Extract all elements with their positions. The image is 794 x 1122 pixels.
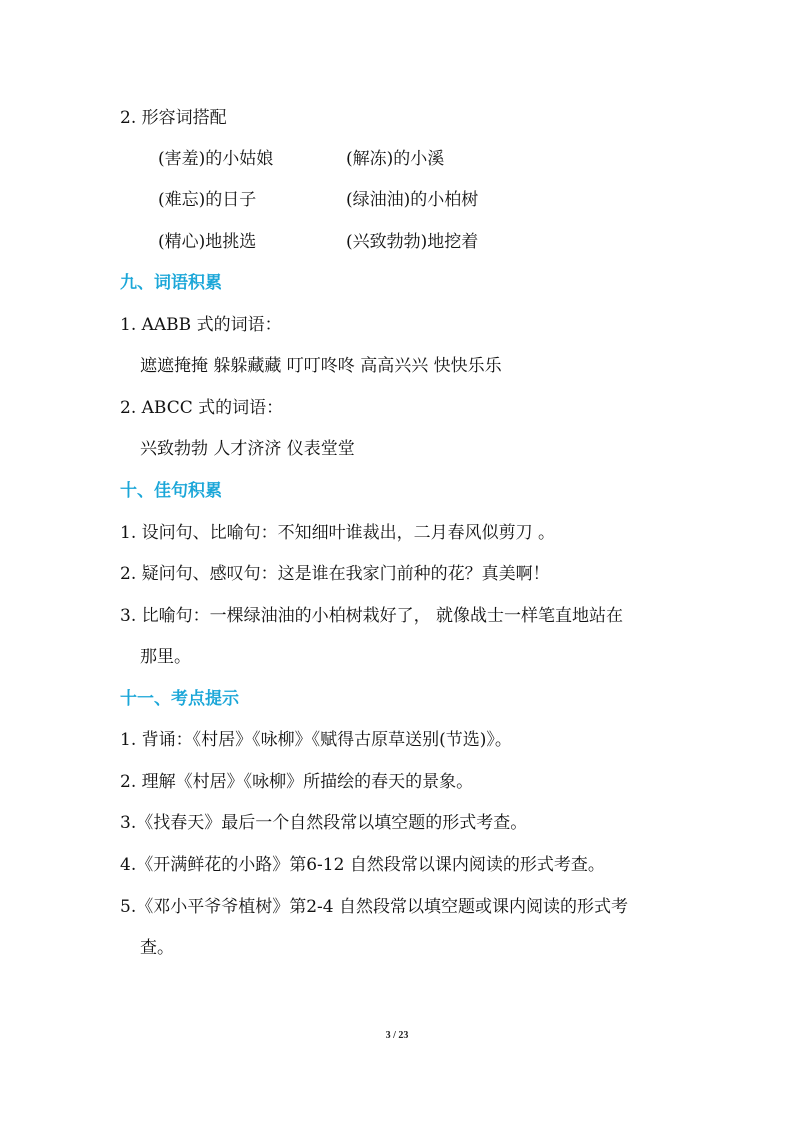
section-11-item-5: 5.《邓小平爷爷植树》第2-4 自然段常以填空题或课内阅读的形式考 [120, 897, 628, 917]
section-2-title: 2. 形容词搭配 [120, 108, 227, 128]
section-9-item-1-label: 1. AABB 式的词语： [120, 315, 282, 335]
section-9-heading: 九、词语积累 [120, 273, 222, 293]
section-10-item-3: 3. 比喻句：一棵绿油油的小柏树栽好了， 就像战士一样笔直地站在 [120, 606, 624, 626]
pair-1-left: (害羞)的小姑娘 [158, 149, 274, 169]
pair-2-left: (难忘)的日子 [158, 190, 257, 210]
page-number: 3 / 23 [385, 1030, 409, 1041]
section-11-item-4: 4.《开满鲜花的小路》第6-12 自然段常以课内阅读的形式考查。 [120, 855, 605, 875]
pair-3-left: (精心)地挑选 [158, 232, 257, 252]
section-10-item-2: 2. 疑问句、感叹句：这是谁在我家门前种的花？真美啊！ [120, 564, 550, 584]
section-9-item-2-words: 兴致勃勃 人才济济 仪表堂堂 [140, 439, 355, 459]
section-10-item-3-continued: 那里。 [140, 647, 191, 667]
pair-1-right: (解冻)的小溪 [346, 149, 445, 169]
pair-2-right: (绿油油)的小柏树 [346, 190, 479, 210]
section-11-item-2: 2. 理解《村居》《咏柳》所描绘的春天的景象。 [120, 772, 474, 792]
section-10-item-1: 1. 设问句、比喻句：不知细叶谁裁出，二月春风似剪刀 。 [120, 523, 556, 543]
section-9-item-2-label: 2. ABCC 式的词语： [120, 398, 284, 418]
section-10-heading: 十、佳句积累 [120, 481, 222, 501]
section-11-item-3: 3.《找春天》最后一个自然段常以填空题的形式考查。 [120, 813, 528, 833]
section-11-item-5-continued: 查。 [140, 938, 174, 958]
section-11-item-1: 1. 背诵：《村居》《咏柳》《赋得古原草送别(节选)》。 [120, 730, 512, 750]
section-11-heading: 十一、考点提示 [120, 689, 239, 709]
pair-3-right: (兴致勃勃)地挖着 [346, 232, 479, 252]
section-9-item-1-words: 遮遮掩掩 躲躲藏藏 叮叮咚咚 高高兴兴 快快乐乐 [140, 356, 502, 376]
